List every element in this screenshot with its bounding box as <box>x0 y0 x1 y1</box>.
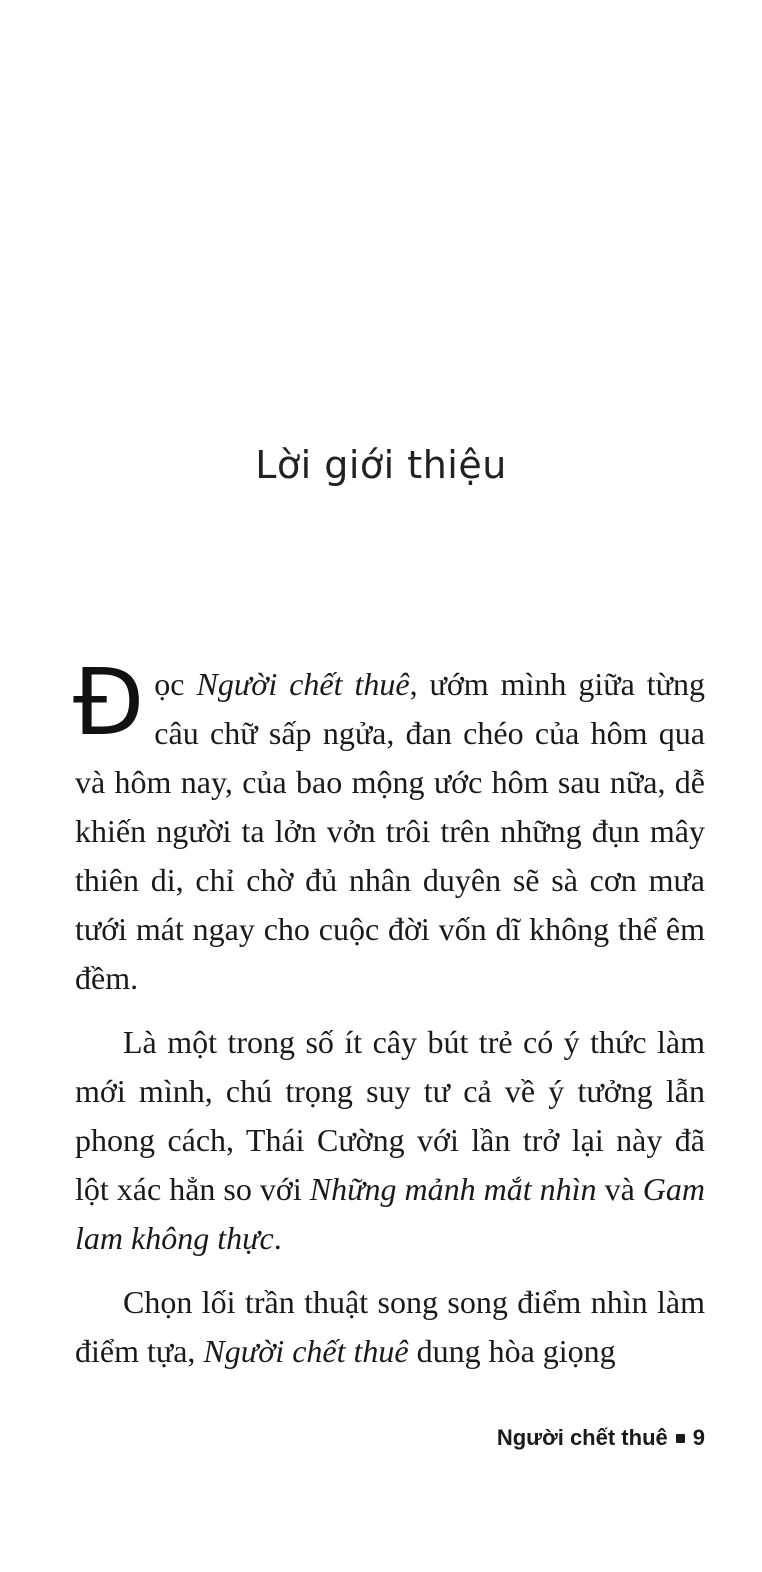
footer-book-title: Người chết thuê <box>496 1425 668 1450</box>
paragraph-2-italic-title-1: Những mảnh mắt nhìn <box>309 1171 597 1207</box>
bullet-separator-icon <box>676 1434 685 1443</box>
body-text <box>73 649 706 1391</box>
chapter-title: Lời giới thiệu <box>255 443 507 487</box>
paragraph-2 <box>75 1018 705 1263</box>
paragraph-2-italic-title-2: Gam lam không thực <box>75 1171 706 1256</box>
paragraph-1-italic-title: Người chết thuê <box>196 666 410 702</box>
paragraph-1-text-2: , ướm mình giữa từng câu chữ sấp ngửa, đan chéo của hôm qua và hôm nay, của bao mộng ước hôm sau nữa, dễ khiến người ta lởn vởn trôi trên những đụn mây thiên di, chỉ chờ đủ nhân duyên sẽ sà cơn mưa tưới mát ngay cho cuộc đời vốn dĩ không thể êm đềm. <box>75 666 706 996</box>
page-number: 9 <box>692 1425 705 1450</box>
drop-cap: Đ <box>73 649 145 756</box>
paragraph-3-italic-title: Người chết thuê <box>203 1333 409 1369</box>
paragraph-3-text-1: Chọn lối trần thuật song song điểm nhìn làm điểm tựa, <box>75 1284 705 1369</box>
paragraph-1 <box>73 649 706 1003</box>
running-footer <box>497 1425 705 1451</box>
paragraph-3-text-2: dung hòa giọng <box>408 1333 616 1369</box>
paragraph-2-text-2: và <box>596 1171 643 1207</box>
paragraph-2-text-3: . <box>273 1220 282 1256</box>
paragraph-2-text-1: Là một trong số ít cây bút trẻ có ý thức làm mới mình, chú trọng suy tư cả về ý tưởng lẫn phong cách, Thái Cường với lần trở lại này đã lột xác hẳn so với <box>75 1024 705 1207</box>
paragraph-1-text-1: ọc <box>154 666 197 702</box>
paragraph-3 <box>75 1278 705 1376</box>
